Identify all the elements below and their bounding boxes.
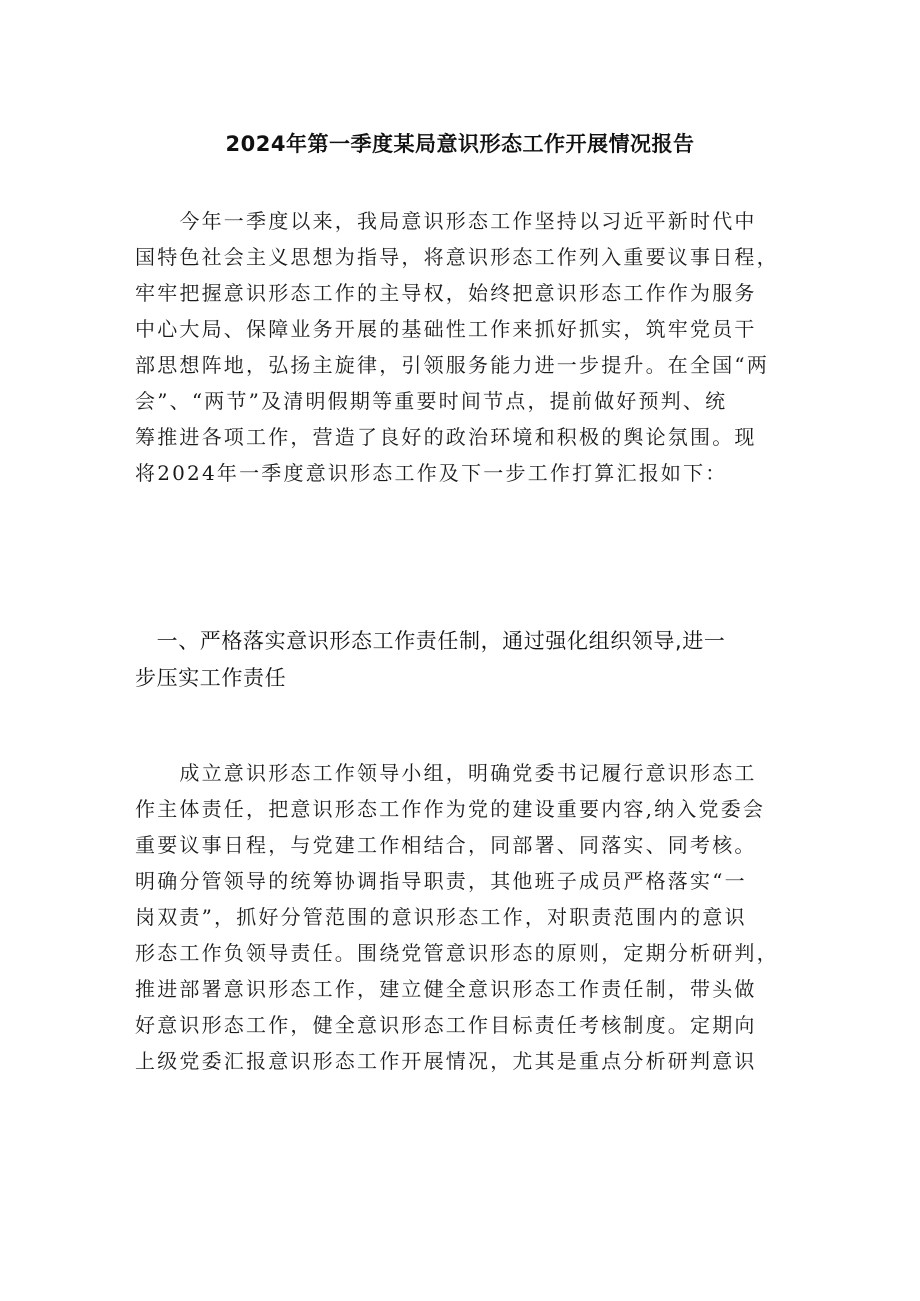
document-title: 2024年第一季度某局意识形态工作开展情况报告 [225,132,695,156]
section-line: 重要议事日程，与党建工作相结合，同部署、同落实、同考核。 [135,833,757,857]
intro-line: 将2024年一季度意识形态工作及下一步工作打算汇报如下： [135,461,728,485]
section-line: 形态工作负领导责任。围绕党管意识形态的原则，定期分析研判， [135,941,779,965]
section-line: 成立意识形态工作领导小组，明确党委书记履行意识形态工 [135,761,757,785]
heading-line: 一、严格落实意识形态工作责任制，通过强化组织领导,进一 [135,629,726,653]
intro-line: 筹推进各项工作，营造了良好的政治环境和积极的舆论氛围。现 [135,425,757,449]
section-line: 好意识形态工作，健全意识形态工作目标责任考核制度。定期向 [135,1013,757,1037]
section-line: 作主体责任，把意识形态工作作为党的建设重要内容,纳入党委会 [135,797,766,821]
section-line: 明确分管领导的统筹协调指导职责，其他班子成员严格落实“一 [135,869,747,893]
intro-line: 牢牢把握意识形态工作的主导权，始终把意识形态工作作为服务 [135,281,757,305]
intro-line: 中心大局、保障业务开展的基础性工作来抓好抓实，筑牢党员干 [135,317,757,341]
intro-line: 今年一季度以来，我局意识形态工作坚持以习近平新时代中 [135,209,757,233]
intro-line: 部思想阵地，弘扬主旋律，引领服务能力进一步提升。在全国“两 [135,353,770,377]
section-line: 推进部署意识形态工作，建立健全意识形态工作责任制，带头做 [135,977,757,1001]
intro-line: 会”、“两节”及清明假期等重要时间节点，提前做好预判、统 [135,389,728,413]
heading-line: 步压实工作责任 [135,666,287,690]
section-line: 上级党委汇报意识形态工作开展情况，尤其是重点分析研判意识 [135,1049,757,1073]
intro-paragraph [135,203,790,491]
intro-line: 国特色社会主义思想为指导，将意识形态工作列入重要议事日程， [135,245,779,269]
section-paragraph [135,755,790,1079]
section-line: 岗双责”，抓好分管范围的意识形态工作，对职责范围内的意识 [135,905,747,929]
section-heading [135,623,795,697]
